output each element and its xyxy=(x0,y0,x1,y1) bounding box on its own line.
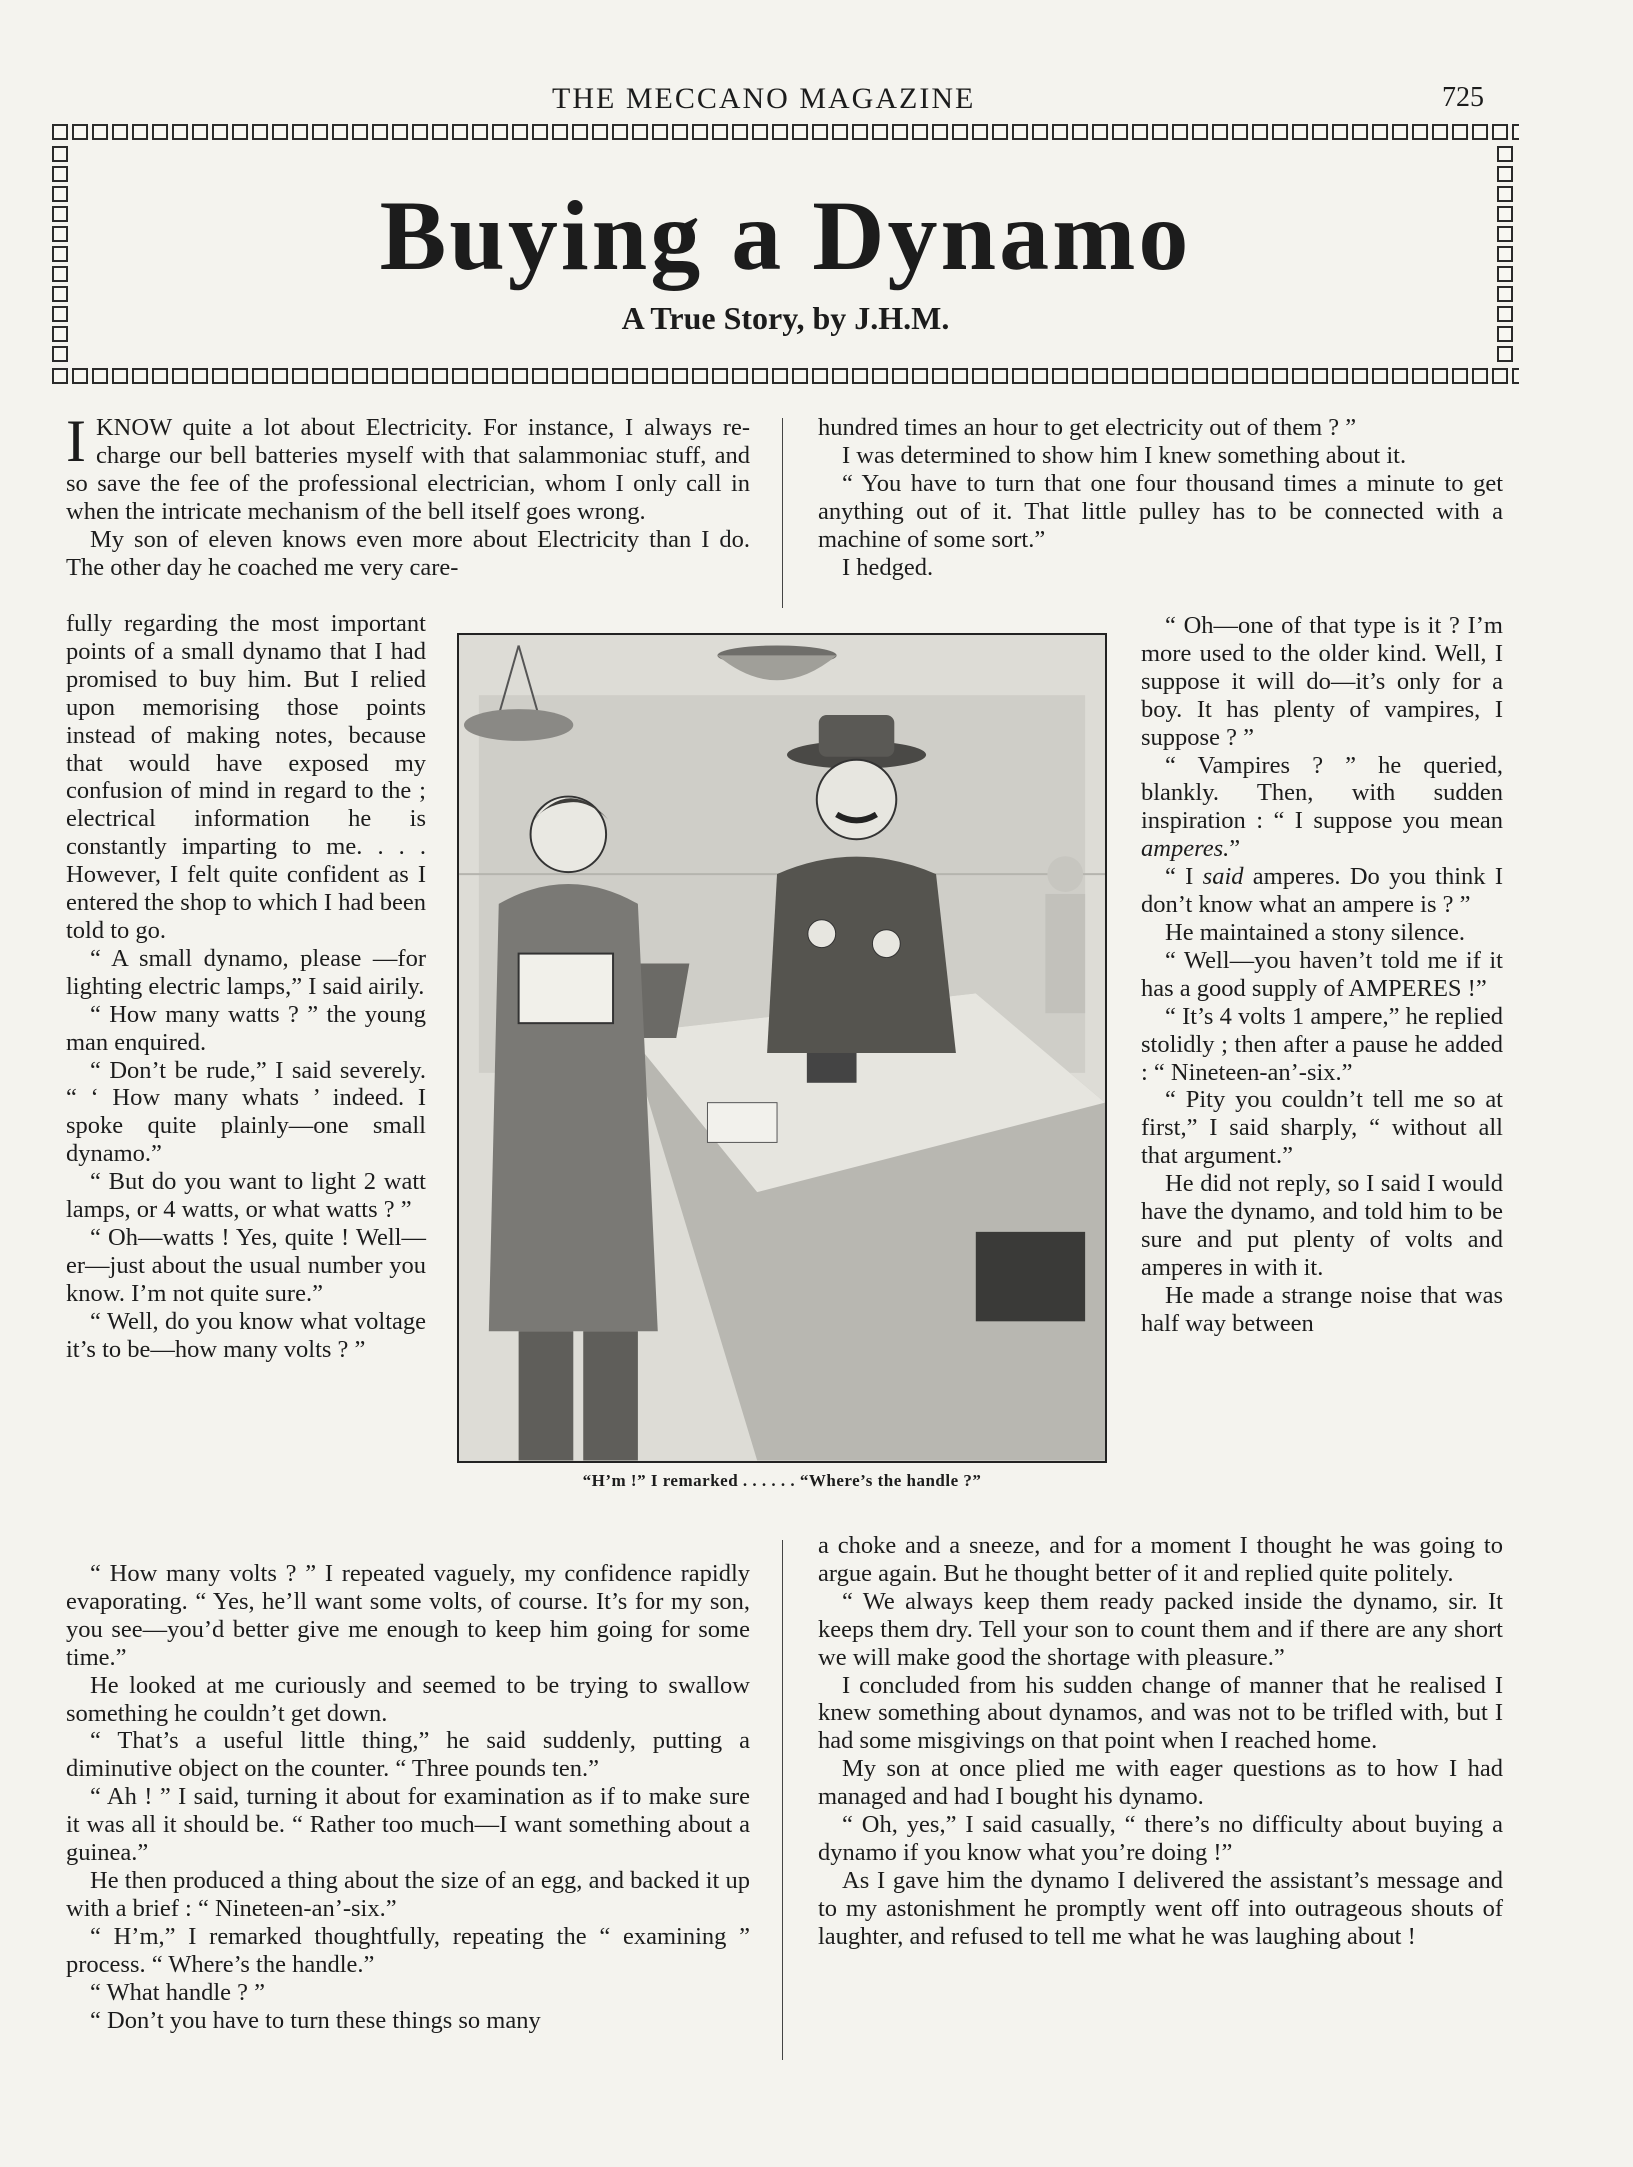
border-square xyxy=(872,124,888,140)
paragraph: My son at once plied me with eager questions as to how I had managed and had I bought his dynamo. xyxy=(818,1755,1503,1811)
title-border-top xyxy=(52,124,1519,146)
paragraph: As I gave him the dynamo I delivered the assistant’s message and to my astonishment he promptly went off into outrageous shouts of laughter, and refused to tell me what he was laughing about ! xyxy=(818,1866,1503,1950)
border-square xyxy=(1372,368,1388,384)
border-square xyxy=(572,368,588,384)
border-square xyxy=(52,146,68,162)
border-square xyxy=(1032,124,1048,140)
border-square xyxy=(432,368,448,384)
border-square xyxy=(652,368,668,384)
border-square xyxy=(612,368,628,384)
right-column-top xyxy=(818,414,1503,581)
border-square xyxy=(312,124,328,140)
emphasis: amperes. xyxy=(1141,835,1230,863)
border-square xyxy=(892,368,908,384)
border-square xyxy=(1352,368,1368,384)
border-square xyxy=(1012,368,1028,384)
border-square xyxy=(1497,166,1513,182)
paragraph: “ Well, do you know what voltage it’s to be—how many volts ? ” xyxy=(66,1307,426,1363)
border-square xyxy=(92,368,108,384)
border-square xyxy=(512,368,528,384)
border-square xyxy=(592,124,608,140)
border-square xyxy=(1452,368,1468,384)
paragraph: “ It’s 4 volts 1 ampere,” he replied stolidly ; then after a pause he added : “ Nineteen-an’-six.” xyxy=(1141,1002,1503,1086)
border-square xyxy=(712,124,728,140)
border-square xyxy=(652,124,668,140)
paragraph xyxy=(1141,752,1503,864)
drop-cap: I xyxy=(66,408,86,474)
border-square xyxy=(632,368,648,384)
border-square xyxy=(272,124,288,140)
border-square xyxy=(52,166,68,182)
border-square xyxy=(192,124,208,140)
border-square xyxy=(692,368,708,384)
border-square xyxy=(852,124,868,140)
border-square xyxy=(872,368,888,384)
border-square xyxy=(132,124,148,140)
paragraph: “ Well—you haven’t told me if it has a good supply of AMPERES !” xyxy=(1141,946,1503,1002)
paragraph: He maintained a stony silence. xyxy=(1165,918,1466,946)
border-square xyxy=(272,368,288,384)
border-square xyxy=(1232,124,1248,140)
left-column-narrow xyxy=(66,610,426,1363)
border-square xyxy=(672,124,688,140)
border-square xyxy=(532,124,548,140)
border-square xyxy=(1172,368,1188,384)
paragraph: “ Pity you couldn’t tell me so at first,” I said sharply, “ without all that argument.” xyxy=(1141,1086,1503,1170)
border-square xyxy=(1492,368,1508,384)
border-square xyxy=(172,124,188,140)
border-square xyxy=(692,124,708,140)
shop-scene-drawing xyxy=(459,635,1105,1461)
title-frame xyxy=(52,124,1519,390)
border-square xyxy=(352,124,368,140)
border-square xyxy=(72,124,88,140)
paragraph: fully regarding the most important points of a small dynamo that I had promised to buy him. But I relied upon memorising those points instead of making notes, because that would have exposed my confusion of mind in regard to the ; electrical information he is constantly imparting to me. . . . However, I felt quite confident as I entered the shop to which I had been told to go. xyxy=(66,610,426,944)
border-square xyxy=(292,368,308,384)
border-square xyxy=(372,124,388,140)
paragraph: “ Don’t be rude,” I said severely. “ ‘ How many whats ’ indeed. I spoke quite plainly—one small dynamo.” xyxy=(66,1056,426,1168)
border-square xyxy=(212,124,228,140)
border-square xyxy=(1292,124,1308,140)
border-square xyxy=(912,368,928,384)
paragraph: “ How many volts ? ” I repeated vaguely, my confidence rapidly evaporating. “ Yes, he’ll want some volts, of course. It’s for my son, you see—you’d better give me enough to keep him going for some time.” xyxy=(66,1560,750,1671)
border-square xyxy=(72,368,88,384)
border-square xyxy=(1212,368,1228,384)
paragraph-text: KNOW quite a lot about Electricity. For instance, I always re-charge our bell batteries myself with that salammoniac stuff, and so save the fee of the professional electrician, whom I only call in when the intricate mechanism of the bell itself goes wrong. xyxy=(66,414,750,525)
border-square xyxy=(1112,368,1128,384)
border-square xyxy=(732,124,748,140)
border-square xyxy=(252,124,268,140)
border-square xyxy=(672,368,688,384)
border-square xyxy=(1412,124,1428,140)
border-square xyxy=(1352,124,1368,140)
border-square xyxy=(452,368,468,384)
border-square xyxy=(1512,368,1519,384)
border-square xyxy=(492,124,508,140)
border-square xyxy=(772,124,788,140)
border-square xyxy=(1452,124,1468,140)
border-square xyxy=(52,368,68,384)
border-square xyxy=(832,368,848,384)
border-square xyxy=(852,368,868,384)
border-square xyxy=(1432,124,1448,140)
border-square xyxy=(1252,124,1268,140)
paragraph: “ Don’t you have to turn these things so many xyxy=(90,2006,541,2034)
border-square xyxy=(1252,368,1268,384)
border-square xyxy=(1332,124,1348,140)
border-square xyxy=(632,124,648,140)
border-square xyxy=(792,368,808,384)
right-column-bottom xyxy=(818,1532,1503,1951)
border-square xyxy=(1272,124,1288,140)
paragraph: “ Oh—watts ! Yes, quite ! Well—er—just about the usual number you know. I’m not quite sure.” xyxy=(66,1223,426,1307)
border-square xyxy=(372,368,388,384)
border-square xyxy=(352,368,368,384)
border-square xyxy=(892,124,908,140)
border-square xyxy=(1497,346,1513,362)
border-square xyxy=(112,124,128,140)
border-square xyxy=(472,368,488,384)
border-square xyxy=(1212,124,1228,140)
border-square xyxy=(1412,368,1428,384)
paragraph: He made a strange noise that was half way between xyxy=(1141,1281,1503,1337)
border-square xyxy=(1232,368,1248,384)
border-square xyxy=(392,368,408,384)
paragraph: I was determined to show him I knew something about it. xyxy=(842,441,1407,469)
paragraph-text: “ I xyxy=(1165,863,1203,891)
border-square xyxy=(1332,368,1348,384)
border-square xyxy=(1292,368,1308,384)
border-square xyxy=(212,368,228,384)
paragraph: “ How many watts ? ” the young man enquired. xyxy=(66,1000,426,1056)
border-square xyxy=(952,368,968,384)
border-square xyxy=(812,124,828,140)
border-square xyxy=(932,368,948,384)
border-square xyxy=(1372,124,1388,140)
emphasis: said xyxy=(1202,863,1244,891)
paragraph-text: ” xyxy=(1229,835,1241,863)
paragraph: “ A small dynamo, please —for lighting electric lamps,” I said airily. xyxy=(66,944,426,1000)
article-headline: Buying a Dynamo xyxy=(379,180,1192,291)
shop-illustration xyxy=(457,633,1107,1463)
border-square xyxy=(1392,124,1408,140)
border-square xyxy=(1312,368,1328,384)
border-square xyxy=(772,368,788,384)
border-square xyxy=(1132,124,1148,140)
paragraph xyxy=(1141,863,1503,919)
paragraph: “ You have to turn that one four thousand times a minute to get anything out of it. That little pulley has to be connected with a machine of some sort.” xyxy=(818,469,1503,553)
paragraph-text: “ Vampires ? ” he queried, blankly. Then, with sudden inspiration : “ I suppose you mean xyxy=(1141,751,1503,835)
border-square xyxy=(1512,124,1519,140)
border-square xyxy=(1272,368,1288,384)
border-square xyxy=(1072,368,1088,384)
border-square xyxy=(152,368,168,384)
border-square xyxy=(792,124,808,140)
paragraph: He then produced a thing about the size of an egg, and backed it up with a brief : “ Nineteen-an’-six.” xyxy=(66,1866,750,1922)
border-square xyxy=(112,368,128,384)
paragraph: “ What handle ? ” xyxy=(90,1978,266,2006)
column-rule-bottom xyxy=(782,1540,783,2060)
border-square xyxy=(1032,368,1048,384)
title-border-bottom xyxy=(52,368,1519,390)
border-square xyxy=(472,124,488,140)
border-square xyxy=(552,124,568,140)
magazine-title: THE MECCANO MAGAZINE xyxy=(552,82,976,115)
border-square xyxy=(1392,368,1408,384)
illustration-caption: “H’m !” I remarked . . . . . . “Where’s the handle ?” xyxy=(582,1471,982,1490)
border-square xyxy=(1192,124,1208,140)
border-square xyxy=(1432,368,1448,384)
border-square xyxy=(1132,368,1148,384)
border-square xyxy=(1152,124,1168,140)
border-square xyxy=(572,124,588,140)
border-square xyxy=(1192,368,1208,384)
border-square xyxy=(752,124,768,140)
border-square xyxy=(1497,146,1513,162)
border-square xyxy=(932,124,948,140)
paragraph: My son of eleven knows even more about Electricity than I do. The other day he coached me very care- xyxy=(66,525,750,581)
border-square xyxy=(232,124,248,140)
border-square xyxy=(972,124,988,140)
paragraph: I concluded from his sudden change of manner that he realised I knew something about dynamos, and was not to be trifled with, but I had some misgivings on that point when I reached home. xyxy=(818,1671,1503,1755)
border-square xyxy=(252,368,268,384)
border-square xyxy=(412,368,428,384)
border-square xyxy=(132,368,148,384)
border-square xyxy=(412,124,428,140)
border-square xyxy=(392,124,408,140)
border-square xyxy=(752,368,768,384)
border-square xyxy=(172,368,188,384)
border-square xyxy=(592,368,608,384)
paragraph: “ Oh, yes,” I said casually, “ there’s no difficulty about buying a dynamo if you know what you’re doing !” xyxy=(818,1811,1503,1866)
border-square xyxy=(92,124,108,140)
paragraph: “ That’s a useful little thing,” he said suddenly, putting a diminutive object on the counter. “ Three pounds ten.” xyxy=(66,1727,750,1783)
paragraph: a choke and a sneeze, and for a moment I thought he was going to argue again. But he thought better of it and replied quite politely. xyxy=(818,1532,1503,1587)
border-square xyxy=(992,124,1008,140)
border-square xyxy=(1112,124,1128,140)
paragraph: He looked at me curiously and seemed to be trying to swallow something he couldn’t get down. xyxy=(66,1671,750,1727)
border-square xyxy=(1152,368,1168,384)
border-square xyxy=(1072,124,1088,140)
paragraph: “ Oh—one of that type is it ? I’m more used to the older kind. Well, I suppose it will do—it’s only for a boy. It has plenty of vampires, I suppose ? ” xyxy=(1141,612,1503,751)
border-square xyxy=(532,368,548,384)
right-column-narrow xyxy=(1141,612,1503,1338)
border-square xyxy=(952,124,968,140)
border-square xyxy=(432,124,448,140)
border-square xyxy=(292,124,308,140)
column-rule-top xyxy=(782,418,783,608)
paragraph: hundred times an hour to get electricity out of them ? ” xyxy=(818,414,1357,441)
border-square xyxy=(1092,368,1108,384)
paragraph-text: amperes. Do you think I don’t know what an ampere is ? ” xyxy=(1141,863,1503,919)
border-square xyxy=(52,346,68,362)
border-square xyxy=(192,368,208,384)
border-square xyxy=(612,124,628,140)
border-square xyxy=(812,368,828,384)
paragraph: He did not reply, so I said I would have the dynamo, and told him to be sure and put plenty of volts and amperes in with it. xyxy=(1141,1170,1503,1281)
paragraph: I hedged. xyxy=(842,553,934,581)
border-square xyxy=(52,124,68,140)
paragraph: “ We always keep them ready packed inside the dynamo, sir. It keeps them dry. Tell your son to count them and if there are any short we will make good the shortage with pleasure.” xyxy=(818,1587,1503,1671)
border-square xyxy=(492,368,508,384)
border-square xyxy=(1052,368,1068,384)
border-square xyxy=(1172,124,1188,140)
border-square xyxy=(1052,124,1068,140)
border-square xyxy=(712,368,728,384)
border-square xyxy=(992,368,1008,384)
border-square xyxy=(312,368,328,384)
border-square xyxy=(332,124,348,140)
paragraph: “ Ah ! ” I said, turning it about for examination as if to make sure it was all it should be. “ Rather too much—I want something about a guinea.” xyxy=(66,1783,750,1867)
paragraph xyxy=(66,408,750,526)
border-square xyxy=(1012,124,1028,140)
running-head xyxy=(0,82,1633,122)
paragraph: “ But do you want to light 2 watt lamps, or 4 watts, or what watts ? ” xyxy=(66,1168,426,1224)
border-square xyxy=(512,124,528,140)
border-square xyxy=(912,124,928,140)
border-square xyxy=(452,124,468,140)
paragraph: “ H’m,” I remarked thoughtfully, repeating the “ examining ” process. “ Where’s the handle.” xyxy=(66,1922,750,1978)
border-square xyxy=(332,368,348,384)
border-square xyxy=(832,124,848,140)
border-square xyxy=(1472,368,1488,384)
border-square xyxy=(232,368,248,384)
article-byline: A True Story, by J.H.M. xyxy=(621,300,950,336)
page-number: 725 xyxy=(1442,82,1484,113)
left-column-bottom xyxy=(66,1560,750,2034)
border-square xyxy=(1312,124,1328,140)
left-column-top xyxy=(66,408,750,581)
border-square xyxy=(972,368,988,384)
border-square xyxy=(552,368,568,384)
border-square xyxy=(1472,124,1488,140)
border-square xyxy=(1492,124,1508,140)
border-square xyxy=(1092,124,1108,140)
border-square xyxy=(152,124,168,140)
border-square xyxy=(732,368,748,384)
